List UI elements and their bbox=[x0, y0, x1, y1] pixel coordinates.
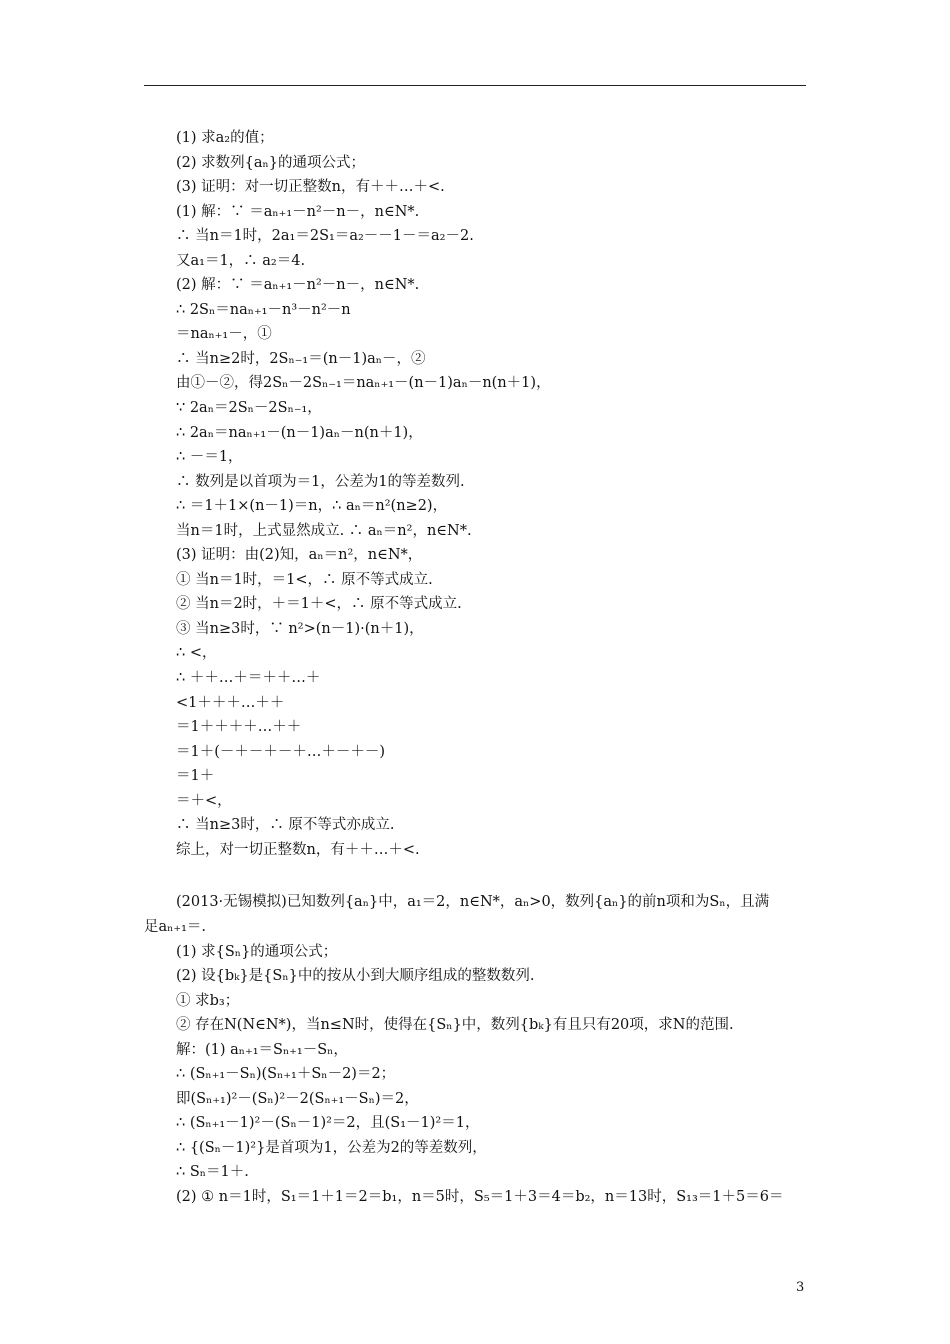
text-line: (1) 求{Sₙ}的通项公式； bbox=[176, 943, 338, 960]
text-line: <1＋＋＋…＋＋ bbox=[176, 694, 285, 711]
text-line: (2) 解：∵ ＝aₙ₊₁－n²－n－，n∈N*. bbox=[176, 277, 420, 294]
text-line: ∴ 当n≥3时，∴ 原不等式亦成立. bbox=[176, 817, 395, 834]
text-line: 足aₙ₊₁＝. bbox=[144, 918, 206, 935]
text-line: 由①－②，得2Sₙ－2Sₙ₋₁＝naₙ₊₁－(n－1)aₙ－n(n＋1)， bbox=[176, 375, 551, 392]
text-line: ∵ 2aₙ＝2Sₙ－2Sₙ₋₁， bbox=[176, 400, 322, 417]
text-line: ② 当n＝2时，＋＝1＋<，∴ 原不等式成立. bbox=[176, 596, 462, 613]
text-line: ∴ 当n≥2时，2Sₙ₋₁＝(n－1)aₙ－，② bbox=[176, 350, 426, 367]
text-line: (2013·无锡模拟)已知数列{aₙ}中，a₁＝2，n∈N*，aₙ>0，数列{aₙ}的前n项和为Sₙ，且满 bbox=[176, 894, 770, 911]
section-gap bbox=[144, 862, 806, 890]
text-line: (2) 求数列{aₙ}的通项公式； bbox=[176, 154, 366, 171]
text-line: ① 当n＝1时，＝1<，∴ 原不等式成立. bbox=[176, 571, 433, 588]
header-rule bbox=[144, 85, 806, 86]
text-line: ＝＋<， bbox=[176, 792, 232, 809]
text-line: ① 求b₃； bbox=[176, 992, 240, 1009]
text-line: (3) 证明：由(2)知，aₙ＝n²，n∈N*， bbox=[176, 547, 423, 564]
text-line: ∴ (Sₙ₊₁－Sₙ)(Sₙ₊₁＋Sₙ－2)＝2； bbox=[176, 1066, 396, 1083]
text-line: ＝1＋＋＋＋…＋＋ bbox=[176, 719, 302, 736]
page-number: 3 bbox=[796, 1280, 805, 1295]
text-line: ∴ <， bbox=[176, 645, 217, 662]
text-line: (3) 证明：对一切正整数n，有＋＋…＋<. bbox=[176, 179, 445, 196]
document-body bbox=[144, 126, 806, 1210]
text-line: ∴ ＋＋…＋＝＋＋…＋ bbox=[176, 670, 321, 687]
text-line: ＝1＋ bbox=[176, 768, 215, 785]
text-line: ∴ 2aₙ＝naₙ₊₁－(n－1)aₙ－n(n＋1)， bbox=[176, 424, 423, 441]
text-line: (1) 求a₂的值； bbox=[176, 130, 274, 146]
text-line: (2) 设{bₖ}是{Sₙ}中的按从小到大顺序组成的整数数列. bbox=[176, 968, 535, 985]
text-line: 当n＝1时，上式显然成立. ∴ aₙ＝n²，n∈N*. bbox=[176, 522, 472, 539]
text-line: ＝naₙ₊₁－，① bbox=[176, 326, 272, 343]
text-line: ∴ {(Sₙ－1)²}是首项为1，公差为2的等差数列， bbox=[176, 1139, 487, 1156]
text-line: ∴ ＝1＋1×(n－1)＝n，∴ aₙ＝n²(n≥2)， bbox=[176, 498, 448, 515]
text-line: ③ 当n≥3时，∵ n²>(n－1)·(n＋1)， bbox=[176, 620, 424, 637]
text-line: (1) 解：∵ ＝aₙ₊₁－n²－n－，n∈N*. bbox=[176, 203, 420, 220]
text-line: 综上，对一切正整数n，有＋＋…＋<. bbox=[176, 841, 420, 858]
problem-wuxi-2013 bbox=[144, 890, 806, 1209]
text-line: ＝1＋(－＋－＋－＋…＋－＋－) bbox=[176, 743, 386, 760]
text-line: ∴ 当n＝1时，2a₁＝2S₁＝a₂－－1－＝a₂－2. bbox=[176, 228, 474, 245]
text-line: ∴ (Sₙ₊₁－1)²－(Sₙ－1)²＝2，且(S₁－1)²＝1， bbox=[176, 1115, 480, 1132]
text-line: (2) ① n＝1时，S₁＝1＋1＝2＝b₁，n＝5时，S₅＝1＋3＝4＝b₂，n＝13时，S₁₃＝1＋5＝6＝ bbox=[176, 1188, 784, 1205]
text-line: 即(Sₙ₊₁)²－(Sₙ)²－2(Sₙ₊₁－Sₙ)＝2， bbox=[176, 1090, 419, 1107]
text-line: ∴ Sₙ＝1＋. bbox=[176, 1164, 249, 1181]
text-line: 又a₁＝1，∴ a₂＝4. bbox=[176, 252, 306, 269]
text-line: ② 存在N(N∈N*)，当n≤N时，使得在{Sₙ}中，数列{bₖ}有且只有20项，求N的范围. bbox=[176, 1017, 734, 1034]
text-line: ∴ 数列是以首项为＝1，公差为1的等差数列. bbox=[176, 473, 465, 490]
text-line: 解：(1) aₙ₊₁＝Sₙ₊₁－Sₙ， bbox=[176, 1041, 348, 1058]
text-line: ∴ 2Sₙ＝naₙ₊₁－n³－n²－n bbox=[176, 301, 351, 318]
text-line: ∴ －＝1， bbox=[176, 449, 243, 466]
problem-solution-part-1 bbox=[144, 126, 806, 862]
